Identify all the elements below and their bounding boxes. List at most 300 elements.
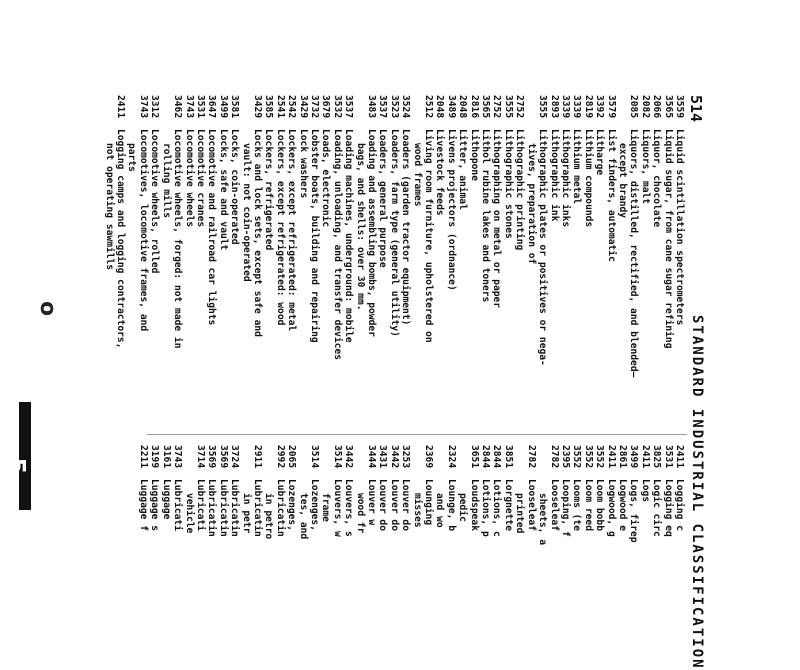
index-entry [560, 445, 571, 645]
index-entry [594, 445, 605, 645]
industry-term: Lubricatin [251, 479, 263, 537]
sic-code: 2782 [525, 445, 537, 469]
index-entry [674, 445, 685, 645]
industry-term: wood fr [354, 493, 366, 534]
industry-term: Looseleaf [548, 479, 560, 531]
sic-code: 3429 [251, 95, 263, 119]
index-entry [674, 95, 685, 425]
industry-term: Locomotive wheels, rolled [149, 129, 161, 274]
industry-term: vault: not coin-operated [240, 143, 252, 282]
running-title: STANDARD INDUSTRIAL CLASSIFICATION [689, 315, 705, 670]
sic-code [240, 445, 251, 479]
sic-code: 3312 [149, 95, 161, 119]
sic-code: 2048 [434, 95, 446, 119]
industry-term: Lockers, except refrigerated: metal [286, 129, 298, 332]
sic-code: 2211 [137, 445, 149, 469]
industry-term: Lotions, p [480, 479, 492, 537]
sic-code: 2411 [639, 445, 651, 469]
index-entry [126, 95, 137, 425]
index-entry [434, 445, 445, 645]
index-entry [639, 95, 650, 425]
industry-term: Loading machines, underground: mobile [343, 129, 355, 343]
index-entry [571, 95, 582, 425]
sic-code: 3532 [331, 95, 343, 119]
index-entry [377, 95, 388, 425]
industry-term: Lithographic printing [514, 129, 526, 251]
sic-code: 3679 [320, 95, 332, 119]
sic-code: 2066 [651, 95, 663, 119]
sic-code: 2816 [468, 95, 480, 119]
index-entry [411, 445, 422, 645]
industry-term: Lithium metal [571, 129, 583, 205]
industry-term: Luggage s [149, 479, 161, 531]
index-entry [320, 445, 331, 645]
industry-term: Lubricati [194, 479, 206, 531]
sic-code: 3524 [400, 95, 412, 119]
industry-term: and wo [434, 493, 446, 528]
index-entry [503, 95, 514, 425]
industry-term: tes, and [297, 493, 309, 540]
index-entry [240, 95, 251, 425]
sic-code: 3523 [388, 95, 400, 119]
industry-term: in petro [263, 493, 275, 540]
sic-code: 3339 [559, 95, 571, 119]
sic-code [126, 95, 137, 129]
industry-term: Lubricatin [217, 479, 229, 537]
index-entry [662, 95, 673, 425]
sic-code: 2861 [616, 445, 628, 469]
index-entry [548, 95, 559, 425]
index-entry [400, 95, 411, 425]
industry-term: Lithol rubine lakes and toners [480, 129, 492, 303]
index-entry [434, 95, 445, 425]
industry-term: tives, preparation of [525, 143, 537, 265]
page-number: 514 [687, 95, 705, 123]
sic-code: 3724 [229, 445, 241, 469]
sic-code: 3462 [172, 95, 184, 119]
industry-term: Locks and lock sets, except safe and [251, 129, 263, 337]
industry-term: Lithographing on metal or paper [491, 129, 503, 309]
index-entry [445, 445, 456, 645]
industry-term: Living room furniture, upholstered on [423, 129, 435, 343]
index-entry [252, 445, 263, 645]
index-entry [263, 445, 274, 645]
index-entry [388, 95, 399, 425]
sic-code: 3555 [537, 95, 549, 119]
sic-code: 3429 [297, 95, 309, 119]
industry-term: Lounge, b [445, 479, 457, 531]
industry-term: Loom bobb [594, 479, 606, 531]
index-entry [468, 445, 479, 645]
sic-code: 3732 [309, 95, 320, 119]
sic-code [354, 95, 365, 129]
industry-term: Logs [639, 479, 651, 503]
index-entry [651, 445, 662, 645]
industry-term: Looseleaf [525, 479, 537, 531]
sic-code: 2911 [251, 445, 263, 469]
industry-term: Lockers, refrigerated [263, 129, 275, 251]
left-index-column [103, 95, 685, 425]
index-entry [480, 95, 491, 425]
sic-code: 3489 [445, 95, 457, 119]
sic-code: 2844 [480, 445, 492, 469]
index-entry [286, 95, 297, 425]
sic-code: 2324 [445, 445, 457, 469]
index-entry [468, 95, 479, 425]
industry-term: Lobster boats, building and repairing [309, 129, 320, 343]
index-entry [160, 445, 171, 645]
sic-code: 3825 [651, 445, 663, 469]
index-entry [343, 445, 354, 645]
industry-term: Lithographic ink [548, 129, 560, 222]
index-entry [366, 95, 377, 425]
index-entry [423, 95, 434, 425]
sic-code: 3569 [206, 445, 218, 469]
industry-term: List finders, automatic [605, 129, 617, 262]
index-entry [297, 95, 308, 425]
industry-term: Lithographic plates or positives or nega- [537, 129, 549, 366]
sic-code: 3537 [377, 95, 389, 119]
industry-term: Lubricatin [274, 479, 286, 537]
industry-term: Locomotive wheels, forged: not made in [172, 129, 184, 349]
industry-term: Loading, unloading, and transfer devices [331, 129, 343, 361]
industry-term: printed [514, 493, 526, 534]
index-entry [617, 95, 628, 425]
index-entry [605, 95, 616, 425]
sic-code: 2992 [274, 445, 286, 469]
index-entry [582, 95, 593, 425]
index-entry [639, 445, 650, 645]
industry-term: Loom reed [582, 479, 594, 531]
industry-term: Logging camps and logging contractors, [115, 129, 127, 349]
industry-term: Lozenges, [286, 479, 298, 531]
sic-code [537, 445, 548, 479]
index-entry [662, 445, 673, 645]
sic-code: 3514 [331, 445, 343, 469]
industry-term: Louver do [377, 479, 389, 531]
sic-code: 3444 [366, 445, 378, 469]
sic-code [240, 95, 251, 129]
sic-code [263, 445, 274, 479]
sic-code: 2395 [559, 445, 571, 469]
sic-code [160, 95, 171, 129]
index-entry [423, 445, 434, 645]
index-entry [297, 445, 308, 645]
index-entry [388, 445, 399, 645]
index-entry [252, 95, 263, 425]
industry-term: Lithopone [468, 129, 480, 181]
sic-code [320, 445, 331, 479]
index-entry [354, 95, 365, 425]
industry-term: Louver w [366, 479, 378, 526]
index-entry [457, 95, 468, 425]
sic-code [411, 95, 422, 129]
index-entry [240, 445, 251, 645]
industry-term: bags, and shells: over 30 mm. [354, 143, 366, 311]
index-entry [309, 95, 320, 425]
industry-term: in petr [240, 493, 252, 534]
index-entry [445, 95, 456, 425]
index-entry [217, 445, 228, 645]
sic-code [297, 445, 308, 479]
sic-code: 3714 [194, 445, 206, 469]
index-entry [377, 445, 388, 645]
industry-term: Louvers, w [331, 479, 343, 537]
index-entry [195, 445, 206, 645]
industry-term: Lorgnette [502, 479, 514, 531]
industry-term: misses [411, 493, 423, 528]
industry-term: Locks, safe and vault [217, 129, 229, 251]
index-entry [548, 445, 559, 645]
index-entry [525, 445, 536, 645]
sic-code [183, 445, 194, 479]
sic-code: 2844 [491, 445, 503, 469]
industry-term: Louver do [400, 479, 412, 531]
sic-code [514, 445, 525, 479]
sic-code: 3499 [628, 445, 640, 469]
index-entry [183, 445, 194, 645]
index-entry [480, 445, 491, 645]
sic-code: 3743 [172, 445, 184, 469]
industry-term: Liquors, malt [639, 129, 651, 205]
sic-code [617, 95, 628, 129]
sic-code: 2541 [274, 95, 286, 119]
industry-term: Logging c [674, 479, 685, 531]
sic-code: 3552 [582, 445, 594, 469]
industry-term: Lotions, c [491, 479, 503, 537]
industry-term: Logic circ [651, 479, 663, 537]
sic-code: 3851 [502, 445, 514, 469]
index-entry [537, 445, 548, 645]
industry-term: Locomotive and railroad car lights [206, 129, 218, 326]
sic-code: 3531 [194, 95, 206, 119]
industry-term: Locomotives, locomotive frames, and [137, 129, 149, 332]
industry-term: Louver do [388, 479, 400, 531]
sic-code [525, 95, 536, 129]
industry-term: Lubricatin [206, 479, 218, 537]
side-mark: o [35, 300, 61, 317]
thumb-index-tab [19, 402, 31, 510]
sic-code: 3552 [571, 445, 583, 469]
sic-code: 3559 [674, 95, 685, 119]
sic-code: 2782 [548, 445, 560, 469]
industry-term: Lithographic inks [559, 129, 571, 228]
industry-term: rolling mills [160, 143, 172, 219]
index-entry [514, 95, 525, 425]
sic-code: 2411 [115, 95, 127, 119]
index-entry [354, 445, 365, 645]
thumb-index-glyph: 5 [2, 457, 31, 475]
index-entry [149, 95, 160, 425]
sic-code: 3552 [594, 445, 606, 469]
index-entry [138, 95, 149, 425]
industry-term: Lozenges, [309, 479, 320, 531]
sic-code: 3442 [388, 445, 400, 469]
index-entry [628, 95, 639, 425]
sic-code: 3339 [571, 95, 583, 119]
sic-code: 2752 [514, 95, 526, 119]
industry-term: Lubricati [172, 479, 184, 531]
sic-code: 2512 [423, 95, 435, 119]
industry-term: Looping, f [559, 479, 571, 537]
sic-code: 3585 [263, 95, 275, 119]
sic-code: 2082 [639, 95, 651, 119]
sic-code: 3499 [217, 95, 229, 119]
sic-code: 2542 [286, 95, 298, 119]
index-entry [263, 95, 274, 425]
sic-code [103, 95, 114, 129]
index-entry [160, 95, 171, 425]
industry-term: Louvers, s [343, 479, 355, 537]
index-entry [149, 445, 160, 645]
industry-term: Loading and assembling bombs, powder [366, 129, 378, 337]
index-entry [286, 445, 297, 645]
index-entry [525, 95, 536, 425]
industry-term: Logwood e [616, 479, 628, 531]
index-entry [115, 95, 126, 425]
sic-code: 3743 [137, 95, 149, 119]
sic-code [411, 445, 422, 479]
industry-term: wood frames [411, 143, 423, 207]
rotated-page-content [103, 95, 707, 670]
industry-term: frame [320, 493, 332, 522]
industry-term: Locomotive cranes [194, 129, 206, 228]
sic-code: 3199 [149, 445, 161, 469]
index-entry [331, 445, 342, 645]
sic-code: 2065 [286, 445, 298, 469]
industry-term: Luggage [160, 479, 172, 520]
sic-code: 3253 [400, 445, 412, 469]
industry-term: Logs, firep [628, 479, 640, 543]
sic-code: 3565 [480, 95, 492, 119]
index-entry [617, 445, 628, 645]
sic-code: 3581 [229, 95, 241, 119]
industry-term: Loads, electronic [320, 129, 332, 228]
sic-code: 2819 [582, 95, 594, 119]
index-entry [651, 95, 662, 425]
index-entry [343, 95, 354, 425]
index-entry [103, 95, 114, 425]
industry-term: Litter, animal [457, 129, 469, 210]
industry-term: sheets, a [537, 493, 549, 545]
index-entry [457, 445, 468, 645]
index-entry [229, 445, 240, 645]
sic-code: 3579 [605, 95, 617, 119]
industry-term: Liquor, chocolate [651, 129, 663, 228]
right-index-column [138, 445, 686, 645]
index-entry [172, 445, 183, 645]
index-entry [400, 445, 411, 645]
industry-term: Litharge [594, 129, 606, 176]
industry-term: Lock washers [297, 129, 309, 199]
index-entry [537, 95, 548, 425]
industry-term: Loaders, farm type (general utility) [388, 129, 400, 337]
sic-code: 2411 [674, 445, 685, 469]
industry-term: Loudspeak [468, 479, 480, 531]
industry-term: Lithographic stones [502, 129, 514, 239]
industry-term: Lithium compounds [582, 129, 594, 228]
industry-term: Luggage f [137, 479, 149, 531]
sic-code: 2752 [491, 95, 503, 119]
sic-code [434, 445, 445, 479]
column-divider [147, 434, 687, 435]
industry-term: Lubricatin [229, 479, 241, 537]
index-entry [320, 95, 331, 425]
sic-code: 2085 [628, 95, 640, 119]
index-entry [628, 445, 639, 645]
index-entry [206, 95, 217, 425]
industry-term: Liquid scintillation spectrometers [674, 129, 685, 326]
industry-term: not operating sawmills [103, 143, 115, 271]
index-entry [138, 445, 149, 645]
sic-code [457, 445, 468, 479]
index-entry [274, 445, 285, 645]
index-entry [366, 445, 377, 645]
index-entry [195, 95, 206, 425]
industry-term: Lockers, except refrigerated: wood [274, 129, 286, 326]
industry-term: except brandy [616, 143, 628, 219]
sic-code: 3442 [343, 445, 355, 469]
index-entry [183, 95, 194, 425]
sic-code: 2369 [423, 445, 435, 469]
sic-code: 3565 [662, 95, 674, 119]
index-entry [411, 95, 422, 425]
industry-term: Liquors, distilled, rectified, and blended— [628, 129, 640, 378]
sic-code: 3161 [160, 445, 172, 469]
index-entry [560, 95, 571, 425]
index-entry [229, 95, 240, 425]
sic-code: 3651 [468, 445, 480, 469]
sic-code: 3514 [309, 445, 320, 469]
industry-term: vehicle [183, 493, 195, 534]
industry-term: Liquid sugar, from cane sugar refining [662, 129, 674, 349]
industry-term: Looms (te [571, 479, 583, 531]
index-entry [514, 445, 525, 645]
sic-code: 2048 [457, 95, 469, 119]
index-entry [605, 445, 616, 645]
index-entry [491, 95, 502, 425]
sic-code: 3392 [594, 95, 606, 119]
sic-code: 3431 [377, 445, 389, 469]
industry-term: Locks, coin-operated [229, 129, 241, 245]
sic-code: 3743 [183, 95, 195, 119]
industry-term: parts [126, 143, 138, 172]
index-entry [206, 445, 217, 645]
index-entry [274, 95, 285, 425]
industry-term: Locomotive wheels [183, 129, 195, 228]
index-entry [217, 95, 228, 425]
sic-code: 3647 [206, 95, 218, 119]
index-entry [491, 445, 502, 645]
sic-code: 3531 [662, 445, 674, 469]
index-entry [331, 95, 342, 425]
industry-term: Loaders, general purpose [377, 129, 389, 268]
industry-term: Livestock feeds [434, 129, 446, 216]
index-entry [503, 445, 514, 645]
industry-term: pedic [457, 493, 469, 522]
industry-term: Livens projectors (ordnance) [445, 129, 457, 291]
sic-code: 3555 [502, 95, 514, 119]
index-entry [582, 445, 593, 645]
industry-term: Loaders (garden tractor equipment) [400, 129, 412, 326]
industry-term: Logwood, g [605, 479, 617, 537]
sic-code: 2411 [605, 445, 617, 469]
industry-term: Logging eq [662, 479, 674, 537]
index-entry [594, 95, 605, 425]
sic-code: 3483 [366, 95, 378, 119]
sic-code [354, 445, 365, 479]
sic-code: 3537 [343, 95, 355, 119]
